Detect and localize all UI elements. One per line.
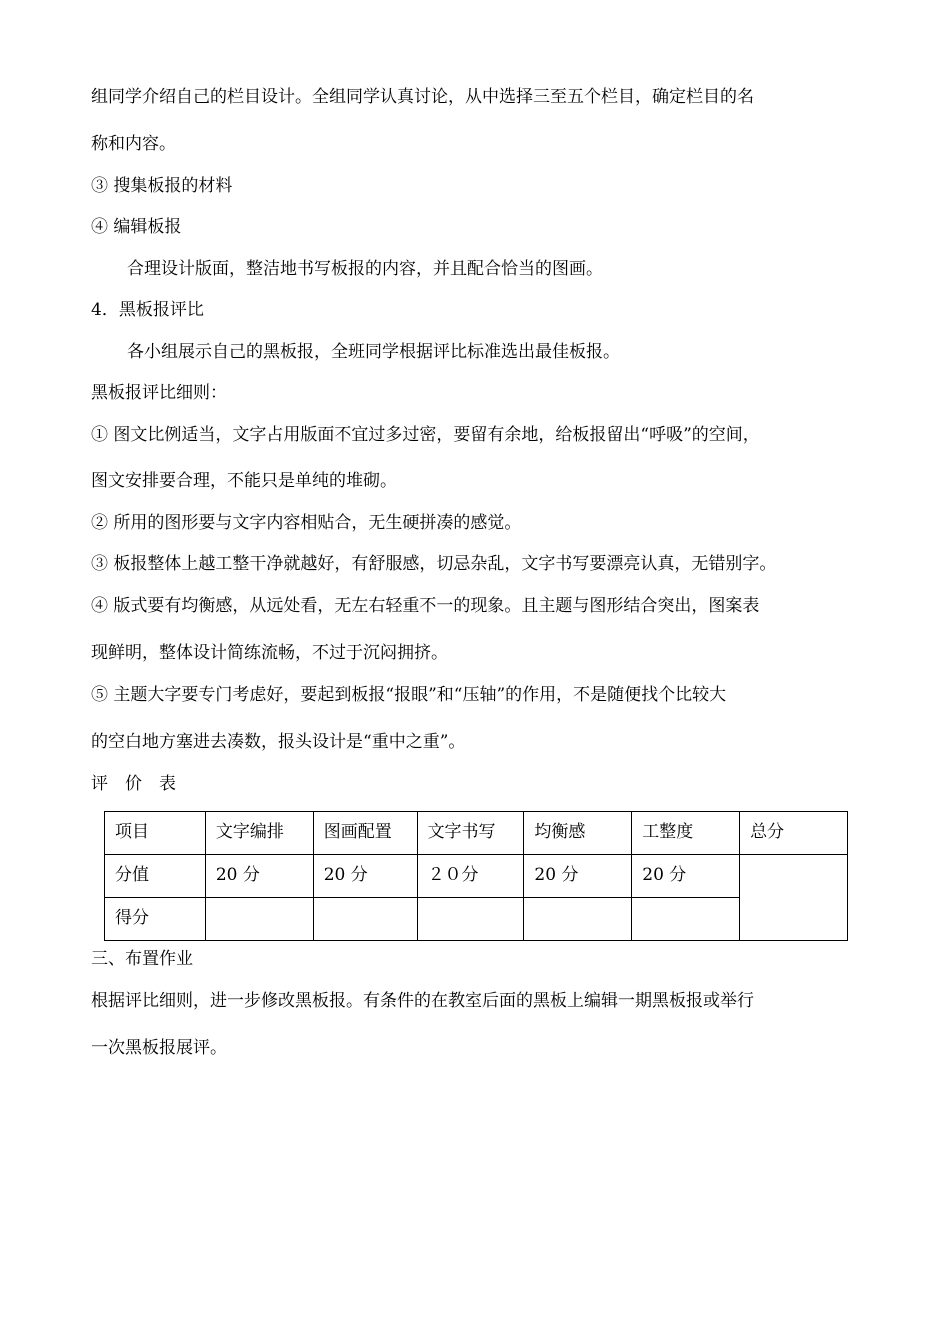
paragraph-line: 各小组展示自己的黑板报，全班同学根据评比标准选出最佳板报。 [127,342,620,362]
table-cell [417,898,524,941]
list-item-3: ③ 搜集板报的材料 [91,176,233,196]
rules-heading: 黑板报评比细则： [91,383,227,403]
paragraph-line: 组同学介绍自己的栏目设计。全组同学认真讨论，从中选择三至五个栏目，确定栏目的名 [91,87,754,107]
paragraph-line: 称和内容。 [91,134,176,154]
table-cell [313,898,417,941]
table-cell: 文字编排 [205,812,313,855]
table-row [105,898,848,941]
table-cell: 20 分 [313,855,417,898]
homework-heading: 三、布置作业 [91,949,193,969]
evaluation-table [104,811,848,941]
table-cell: 文字书写 [417,812,524,855]
table-cell: 20 分 [524,855,632,898]
total-score-cell [740,855,848,941]
rule-item-4: ④ 版式要有均衡感，从远处看，无左右轻重不一的现象。且主题与图形结合突出，图案表 [91,596,760,616]
table-cell: 均衡感 [524,812,632,855]
rule-item-4-cont: 现鲜明，整体设计简练流畅，不过于沉闷拥挤。 [91,643,448,663]
list-item-4: ④ 编辑板报 [91,217,182,237]
table-cell: 项目 [105,812,206,855]
paragraph-line: 一次黑板报展评。 [91,1038,227,1058]
rule-item-1: ① 图文比例适当，文字占用版面不宜过多过密，要留有余地，给板报留出“呼吸”的空间， [91,425,760,445]
table-cell: 工整度 [632,812,740,855]
rule-item-5: ⑤ 主题大字要专门考虑好，要起到板报“报眼”和“压轴”的作用，不是随便找个比较大 [91,685,727,705]
table-header-row [105,812,848,855]
paragraph-line: 合理设计版面，整洁地书写板报的内容，并且配合恰当的图画。 [127,259,603,279]
table-cell [205,898,313,941]
table-cell: 分值 [105,855,206,898]
table-row [105,855,848,898]
table-cell: 20 分 [205,855,313,898]
table-cell [524,898,632,941]
table-cell: 总分 [740,812,848,855]
table-cell: ２０分 [417,855,524,898]
table-cell: 图画配置 [313,812,417,855]
paragraph-line: 根据评比细则，进一步修改黑板报。有条件的在教室后面的黑板上编辑一期黑板报或举行 [91,991,754,1011]
rule-item-2: ② 所用的图形要与文字内容相贴合，无生硬拼凑的感觉。 [91,513,522,533]
table-cell: 20 分 [632,855,740,898]
rule-item-1-cont: 图文安排要合理，不能只是单纯的堆砌。 [91,471,397,491]
table-caption: 评 价 表 [91,774,176,794]
rule-item-3: ③ 板报整体上越工整干净就越好，有舒服感，切忌杂乱，文字书写要漂亮认真，无错别字。 [91,554,777,574]
table-cell: 得分 [105,898,206,941]
section-heading: 4．黑板报评比 [91,300,204,320]
table-cell [632,898,740,941]
rule-item-5-cont: 的空白地方塞进去凑数，报头设计是“重中之重”。 [91,732,466,752]
